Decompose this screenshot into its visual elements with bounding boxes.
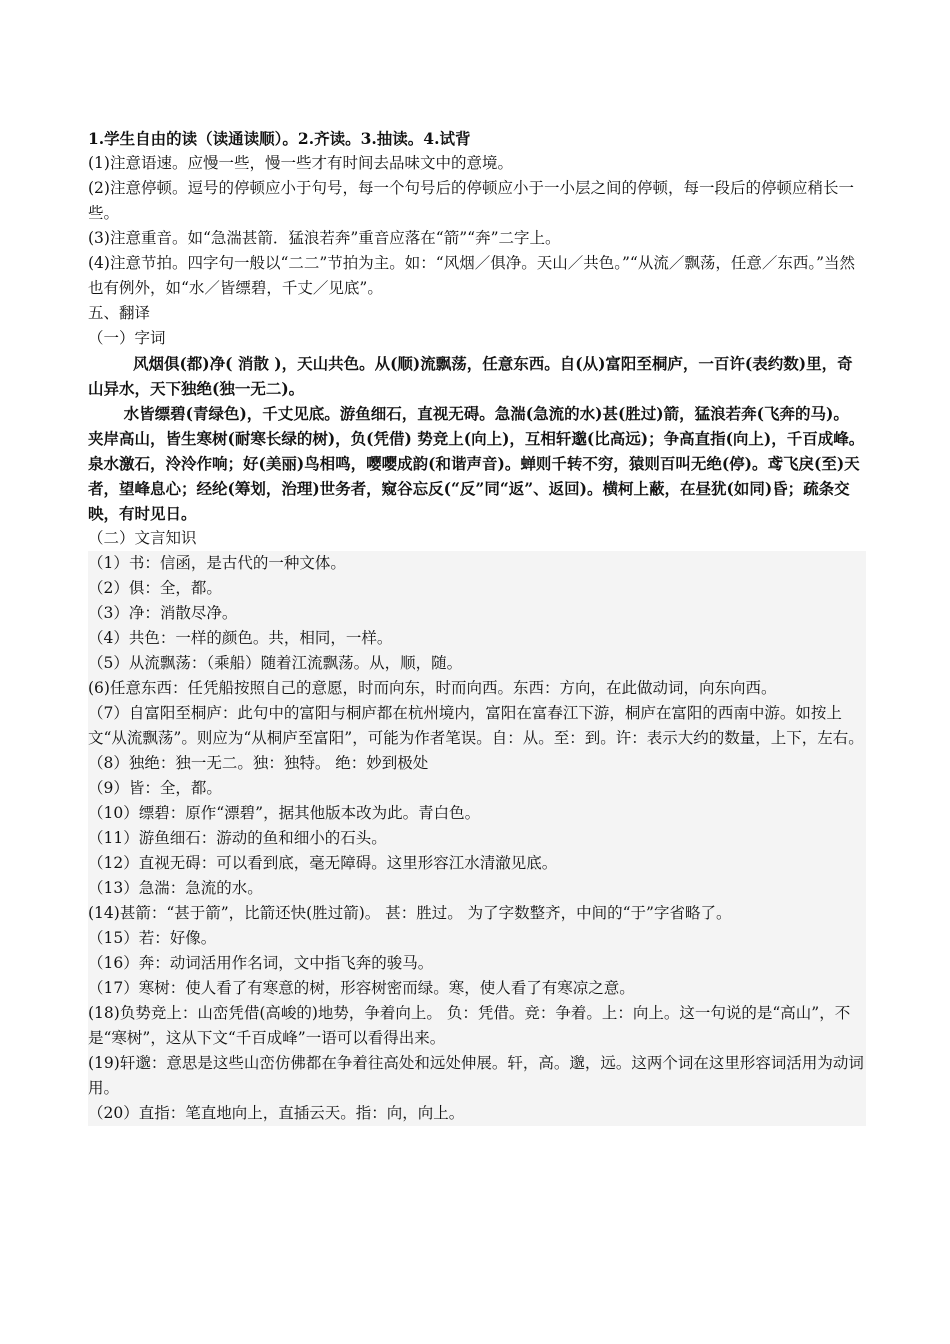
knowledge-item: (19)轩邈：意思是这些山峦仿佛都在争着往高处和远处伸展。轩，高。邈，远。这两个词在这里形容词活用为动词用。 bbox=[88, 1054, 864, 1097]
translation-subheading: （一）字词 bbox=[88, 329, 166, 347]
knowledge-item: （5）从流飘荡：（乘船）随着江流飘荡。从，顺，随。 bbox=[88, 654, 463, 672]
knowledge-list bbox=[88, 551, 866, 1126]
knowledge-item: （7）自富阳至桐庐：此句中的富阳与桐庐都在杭州境内，富阳在富春江下游，桐庐在富阳的西南中游。如按上文“从流飘荡”。则应为“从桐庐至富阳”，可能为作者笔误。自：从。至：到。许：表示大约的数量，上下，左右。 bbox=[88, 704, 864, 747]
knowledge-item: （10）缥碧：原作“漂碧”，据其他版本改为此。青白色。 bbox=[88, 804, 481, 822]
reading-item-1: (1)注意语速。应慢一些，慢一些才有时间去品味文中的意境。 bbox=[88, 154, 513, 172]
knowledge-item: （17）寒树：使人看了有寒意的树，形容树密而绿。寒，使人看了有寒凉之意。 bbox=[88, 979, 635, 997]
reading-item-3: (3)注意重音。如“急湍甚箭．猛浪若奔”重音应落在“箭”“奔”二字上。 bbox=[88, 229, 561, 247]
knowledge-item: （16）奔：动词活用作名词，文中指飞奔的骏马。 bbox=[88, 954, 434, 972]
reading-item-4: (4)注意节拍。四字句一般以“二二”节拍为主。如：“风烟／俱净。天山／共色。”“从流／飘荡，任意／东西。”当然也有例外，如“水／皆缥碧，千丈／见底”。 bbox=[88, 254, 856, 297]
document-page bbox=[88, 126, 866, 1126]
knowledge-item: (18)负势竞上：山峦凭借(高峻的)地势，争着向上。 负：凭借。竞：争着。上：向上。这一句说的是“高山”，不是“寒树”，这从下文“千百成峰”一语可以看得出来。 bbox=[88, 1004, 851, 1047]
knowledge-item: （2）俱：全，都。 bbox=[88, 579, 222, 597]
knowledge-item: （1）书：信函，是古代的一种文体。 bbox=[88, 554, 346, 572]
translation-paragraph-2: 水皆缥碧(青绿色)，千丈见底。游鱼细石，直视无碍。急湍(急流的水)甚(胜过)箭，猛浪若奔(飞奔的马)。 bbox=[123, 404, 849, 423]
knowledge-item: （13）急湍：急流的水。 bbox=[88, 879, 263, 897]
reading-steps: 1.学生自由的读（读通读顺）。2.齐读。3.抽读。4.试背 bbox=[88, 129, 471, 148]
knowledge-item: （3）净：消散尽净。 bbox=[88, 604, 238, 622]
knowledge-item: （12）直视无碍：可以看到底，毫无障碍。这里形容江水清澈见底。 bbox=[88, 854, 558, 872]
knowledge-item: （9）皆：全，都。 bbox=[88, 779, 222, 797]
knowledge-item: （15）若：好像。 bbox=[88, 929, 217, 947]
knowledge-item: （11）游鱼细石：游动的鱼和细小的石头。 bbox=[88, 829, 387, 847]
knowledge-item: （4）共色：一样的颜色。共，相同，一样。 bbox=[88, 629, 393, 647]
knowledge-item: （20）直指：笔直地向上，直插云天。指：向，向上。 bbox=[88, 1104, 465, 1122]
knowledge-heading: （二）文言知识 bbox=[88, 529, 197, 547]
translation-paragraph-1: 风烟俱(都)净( 消散 )，天山共色。从(顺)流飘荡，任意东西。自(从)富阳至桐庐，一百许(表约数)里，奇山异水，天下独绝(独一无二)。 bbox=[88, 354, 853, 398]
knowledge-item: (14)甚箭：“甚于箭”，比箭还快(胜过箭)。 甚：胜过。 为了字数整齐，中间的“于”字省略了。 bbox=[88, 904, 732, 922]
translation-heading: 五、翻译 bbox=[88, 304, 151, 322]
reading-item-2: (2)注意停顿。逗号的停顿应小于句号，每一个句号后的停顿应小于一小层之间的停顿，每一段后的停顿应稍长一些。 bbox=[88, 179, 854, 222]
knowledge-item: （8）独绝：独一无二。独：独特。 绝：妙到极处 bbox=[88, 754, 429, 772]
knowledge-item: (6)任意东西：任凭船按照自己的意愿，时而向东，时而向西。东西：方向，在此做动词，向东向西。 bbox=[88, 679, 777, 697]
translation-paragraph-3: 夹岸高山，皆生寒树(耐寒长绿的树)，负(凭借) 势竞上(向上)，互相轩邈(比高远)；争高直指(向上)，千百成峰。泉水激石，泠泠作响；好(美丽)鸟相鸣，嘤嘤成韵(和谐声音)。蝉则千转不穷，猿则百叫无绝(停)。鸢飞戾(至)天者，望峰息心；经纶(筹划，治理)世务者，窥谷忘反(“反”同“返”、返回)。横柯上蔽，在昼犹(如同)昏；疏条交映，有时见日。 bbox=[88, 429, 865, 523]
